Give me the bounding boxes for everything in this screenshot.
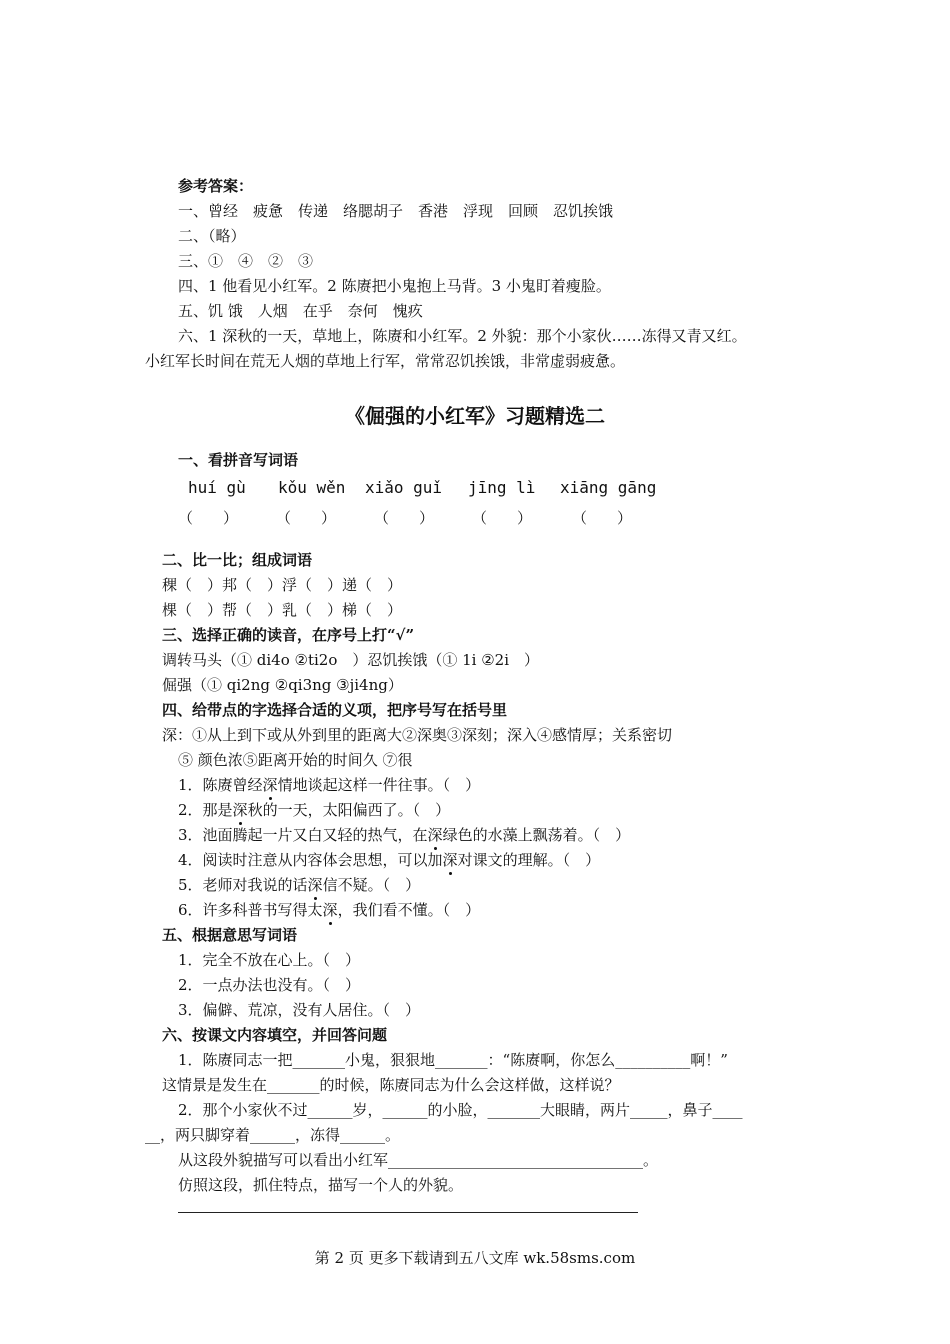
item-text: 4．阅读时注意从内容体会思想，可以加 bbox=[178, 851, 443, 869]
page-footer: 第 2 页 更多下载请到五八文库 wk.58sms.com bbox=[314, 1249, 636, 1267]
meaning-item-5 bbox=[178, 875, 420, 895]
exercise-title: 《倔强的小红军》习题精选二 bbox=[345, 404, 605, 428]
meaning-item-1 bbox=[178, 775, 480, 795]
fill-question-2b: __，两只脚穿着______，冻得______。 bbox=[145, 1126, 401, 1144]
pinyin-4: jīng lì bbox=[468, 478, 536, 497]
meaning-item-4 bbox=[178, 850, 600, 870]
answer-paren-5: （ ） bbox=[572, 509, 633, 527]
compare-row-1: 稞（ ）邦（ ）浮（ ）递（ ） bbox=[162, 576, 403, 594]
fill-question-3: 从这段外貌描写可以看出小红军__________________________________。 bbox=[178, 1151, 659, 1169]
item-text: 绿色的水藻上飘荡着。（ ） bbox=[442, 826, 631, 844]
answer-line-3: 三、① ④ ② ③ bbox=[178, 252, 314, 270]
answer-line-7: 小红军长时间在荒无人烟的草地上行军，常常忍饥挨饿，非常虚弱疲惫。 bbox=[145, 352, 626, 370]
dotted-char: 深 bbox=[262, 776, 278, 794]
dotted-char: 深 bbox=[442, 851, 458, 869]
item-text: 5．老师对我说的话 bbox=[178, 876, 308, 894]
meaning-item-6 bbox=[178, 900, 480, 920]
answer-line-6: 六、1 深秋的一天，草地上，陈赓和小红军。2 外貌：那个小家伙……冻得又青又红。 bbox=[178, 327, 747, 345]
answers-heading: 参考答案： bbox=[178, 177, 254, 195]
section-4-heading: 四、给带点的字选择合适的义项，把序号写在括号里 bbox=[162, 701, 508, 719]
answer-line-1: 一、曾经 疲惫 传递 络腮胡子 香港 浮现 回顾 忍饥挨饿 bbox=[178, 202, 614, 220]
meaning-item-3 bbox=[178, 825, 630, 845]
dotted-char: 深 bbox=[322, 901, 338, 919]
item-text: 1．陈赓曾经 bbox=[178, 776, 263, 794]
section-6-heading: 六、按课文内容填空，并回答问题 bbox=[162, 1026, 388, 1044]
section-3-heading: 三、选择正确的读音，在序号上打“√” bbox=[162, 626, 415, 644]
word-item-1: 1．完全不放在心上。（ ） bbox=[178, 951, 361, 969]
fill-question-4: 仿照这段，抓住特点，描写一个人的外貌。 bbox=[178, 1176, 464, 1194]
answer-paren-4: （ ） bbox=[472, 509, 533, 527]
definition-line-2: ⑤ 颜色浓⑤距离开始的时间久 ⑦很 bbox=[178, 751, 413, 769]
word-item-2: 2．一点办法也没有。（ ） bbox=[178, 976, 361, 994]
meaning-item-2 bbox=[178, 800, 450, 820]
item-text: 情地谈起这样一件往事。（ ） bbox=[277, 776, 481, 794]
reading-line-2: 倔强（① qi2ng ②qi3ng ③ji4ng） bbox=[162, 676, 403, 694]
definition-line-1: 深：①从上到下或从外到里的距离大②深奥③深刻；深入④感情厚；关系密切 bbox=[162, 726, 673, 744]
pinyin-3: xiǎo guǐ bbox=[365, 478, 443, 497]
item-text: 3．池面腾起一片又白又轻的热气，在 bbox=[178, 826, 428, 844]
section-2-heading: 二、比一比；组成词语 bbox=[162, 551, 313, 569]
fill-question-1b: 这情景是发生在_______的时候，陈赓同志为什么会这样做，这样说？ bbox=[162, 1076, 620, 1094]
compare-row-2: 棵（ ）帮（ ）乳（ ）梯（ ） bbox=[162, 601, 403, 619]
answer-paren-2: （ ） bbox=[276, 509, 337, 527]
answer-line-4: 四、1 他看见小红军。2 陈赓把小鬼抱上马背。3 小鬼盯着瘦脸。 bbox=[178, 277, 611, 295]
pinyin-1: huí gù bbox=[188, 478, 246, 497]
pinyin-2: kǒu wěn bbox=[278, 478, 346, 497]
answer-line-2: 二、（略） bbox=[178, 227, 246, 245]
answer-line-5: 五、饥 饿 人烟 在乎 奈何 愧疚 bbox=[178, 302, 423, 320]
fill-question-1a: 1．陈赓同志一把_______小鬼，狠狠地_______：“陈赓啊，你怎么__________啊！” bbox=[178, 1051, 728, 1069]
dotted-char: 深 bbox=[232, 801, 248, 819]
answer-paren-1: （ ） bbox=[178, 509, 239, 527]
fill-question-2a: 2．那个小家伙不过______岁，______的小脸，_______大眼睛，两片_____，鼻子____ bbox=[178, 1101, 743, 1119]
answer-paren-3: （ ） bbox=[374, 509, 435, 527]
section-1-heading: 一、看拼音写词语 bbox=[178, 451, 299, 469]
pinyin-5: xiāng gāng bbox=[560, 478, 657, 497]
section-5-heading: 五、根据意思写词语 bbox=[162, 926, 298, 944]
writing-line bbox=[178, 1212, 638, 1213]
dotted-char: 深 bbox=[427, 826, 443, 844]
item-text: ，我们看不懂。（ ） bbox=[337, 901, 481, 919]
item-text: 秋的一天，太阳偏西了。（ ） bbox=[247, 801, 451, 819]
item-text: 6．许多科普书写得太 bbox=[178, 901, 323, 919]
reading-line-1: 调转马头（① di4o ②ti2o ）忍饥挨饿（① 1i ②2i ） bbox=[162, 651, 540, 669]
dotted-char: 深 bbox=[307, 876, 323, 894]
word-item-3: 3．偏僻、荒凉，没有人居住。（ ） bbox=[178, 1001, 421, 1019]
item-text: 对课文的理解。（ ） bbox=[457, 851, 601, 869]
item-text: 信不疑。（ ） bbox=[322, 876, 421, 894]
item-text: 2．那是 bbox=[178, 801, 233, 819]
